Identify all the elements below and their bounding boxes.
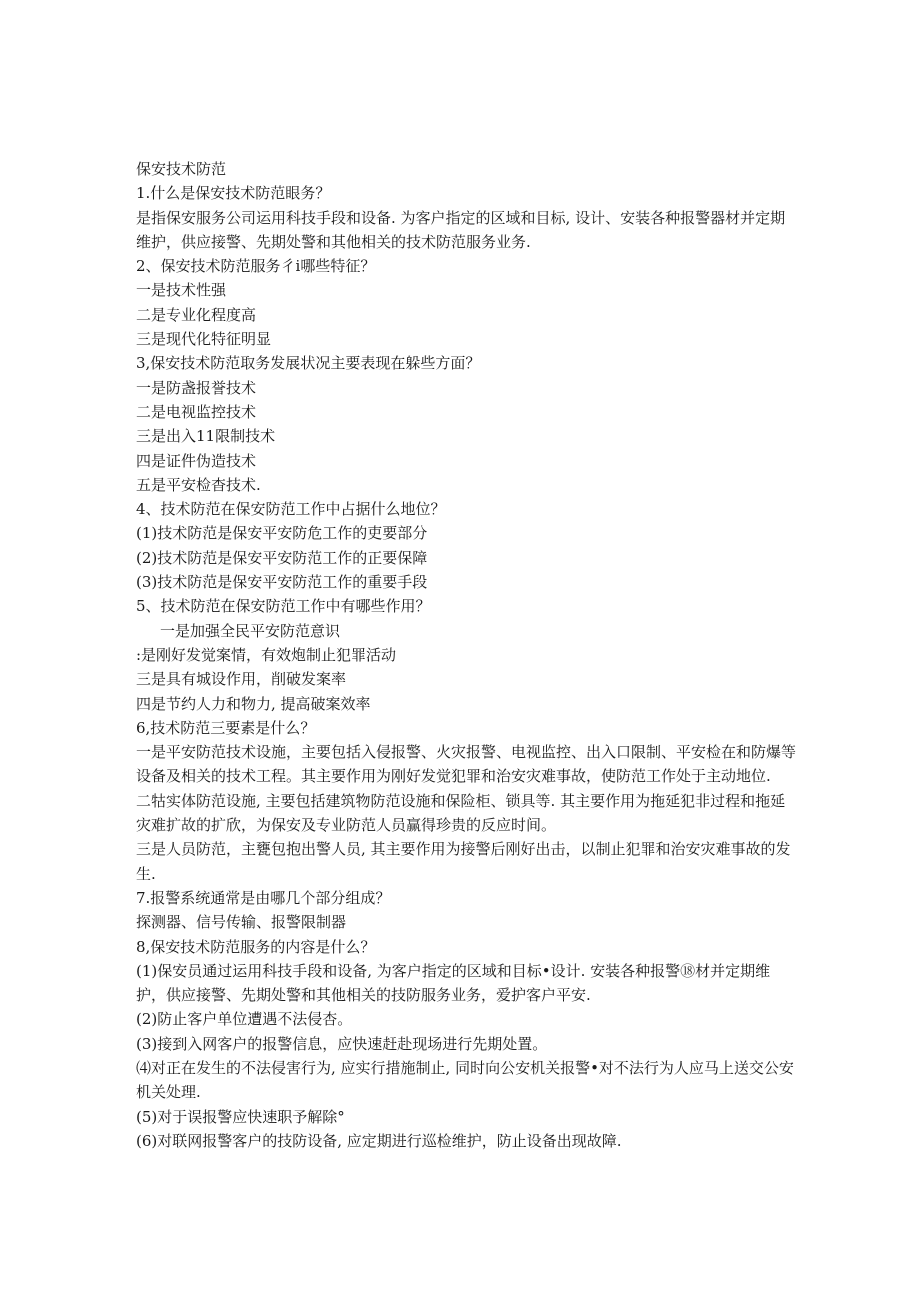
answer-4-item: (2)技术防范是保安平安防范工作的正要保障 — [136, 548, 428, 567]
answer-6-item: 一是平安防范技术设施，主要包括入侵报警、火灾报警、电视监控、出入口限制、平安检在和防爆等设备及相关的技术工程。其主要作用为刚好发觉犯罪和治安灾难事故，使防范工作处于主动地位. — [136, 743, 797, 786]
answer-8-item: (6)对联网报警客户的技防设备, 应定期进行巡检维护，防止设备出现故障. — [136, 1131, 622, 1150]
question-4: 4、技术防范在保安防范工作中占据什么地位？ — [136, 500, 446, 519]
question-7: 7.报警系统通常是由哪几个部分组成？ — [136, 888, 391, 907]
question-5: 5、技术防范在保安防范工作中有哪些作用？ — [136, 597, 431, 616]
document-body — [136, 157, 796, 1153]
answer-4-item: (1)技术防范是保安平安防危工作的吏要部分 — [136, 524, 428, 543]
answer-6-item: 三是人员防范，主甕包抱出警人员, 其主要作用为接警后刚好出击，以制止犯罪和治安灾难事故的发生. — [136, 840, 791, 883]
answer-5-item: :是刚好发觉案情，有效炮制止犯罪活动 — [136, 645, 397, 664]
answer-3-item: 一是防盏报誉技术 — [136, 378, 257, 397]
answer-2-item: 三是现代化特征明显 — [136, 330, 272, 349]
question-3: 3,保安技术防范取务发展状况主要表现在躲些方面？ — [136, 354, 481, 373]
answer-7: 探测器、信号传输、报警限制器 — [136, 913, 347, 932]
answer-6-item: 二牯实体防范设施, 主要包括建筑物防范设施和保险柜、锁具等. 其主要作用为拖延犯非过程和拖延灾难扩故的扩欣，为保安及专业防范人员赢得珍贵的反应时间。 — [136, 791, 786, 835]
question-2: 2、保安技术防范服务彳i哪些特征？ — [136, 257, 376, 276]
answer-8-item: (3)接到入网客户的报警信息，应快速赶赴现场进行先期处置。 — [136, 1034, 548, 1053]
answer-2-item: 一是技术性强 — [136, 281, 227, 300]
answer-3-item: 三是出入11限制技术 — [136, 427, 276, 446]
question-1: 1.什么是保安技术防范眼务？ — [136, 184, 331, 203]
answer-8-item: ⑷对正在发生的不法侵害行为, 应实行措施制止, 同时向公安机关报警•对不法行为人应马上送交公安机关处理. — [136, 1058, 794, 1102]
answer-8-item: (1)保安员通过运用科技手段和设备, 为客户指定的区域和目标•设计. 安装各种报警⑱材并定期维护，供应接警、先期处警和其他相关的技防服务业务，爱护客户平安. — [136, 961, 771, 1005]
answer-5-item: 一是加强全民平安防范意识 — [160, 621, 341, 640]
answer-3-item: 二是电视监控技术 — [136, 402, 257, 421]
answer-4-item: (3)技术防范是保安平安防范工作的重要手段 — [136, 573, 428, 592]
answer-5-item: 四是节约人力和物力, 提高破案效率 — [136, 694, 371, 713]
answer-8-item: (2)防止客户单位遭遇不法侵杏。 — [136, 1010, 353, 1029]
question-6: 6,技术防范三要素是什么？ — [136, 718, 316, 737]
question-8: 8,保安技术防范服务的内容是什么？ — [136, 937, 376, 956]
answer-3-item: 四是证件伪造技术 — [136, 451, 257, 470]
doc-title: 保安技术防范 — [136, 160, 227, 178]
answer-1: 是指保安服务公司运用科技手段和设备. 为客户指定的区域和目标, 设计、安装各种报警器材并定期维护，供应接警、先期处警和其他相关的技术防范服务业务. — [136, 208, 786, 251]
answer-8-item: (5)对于误报警应快速职予解除° — [136, 1107, 345, 1126]
answer-5-item: 三是具有城设作用，削破发案率 — [136, 670, 347, 689]
answer-2-item: 二是专业化程度高 — [136, 305, 257, 324]
answer-3-item: 五是平安检杳技术. — [136, 475, 261, 494]
